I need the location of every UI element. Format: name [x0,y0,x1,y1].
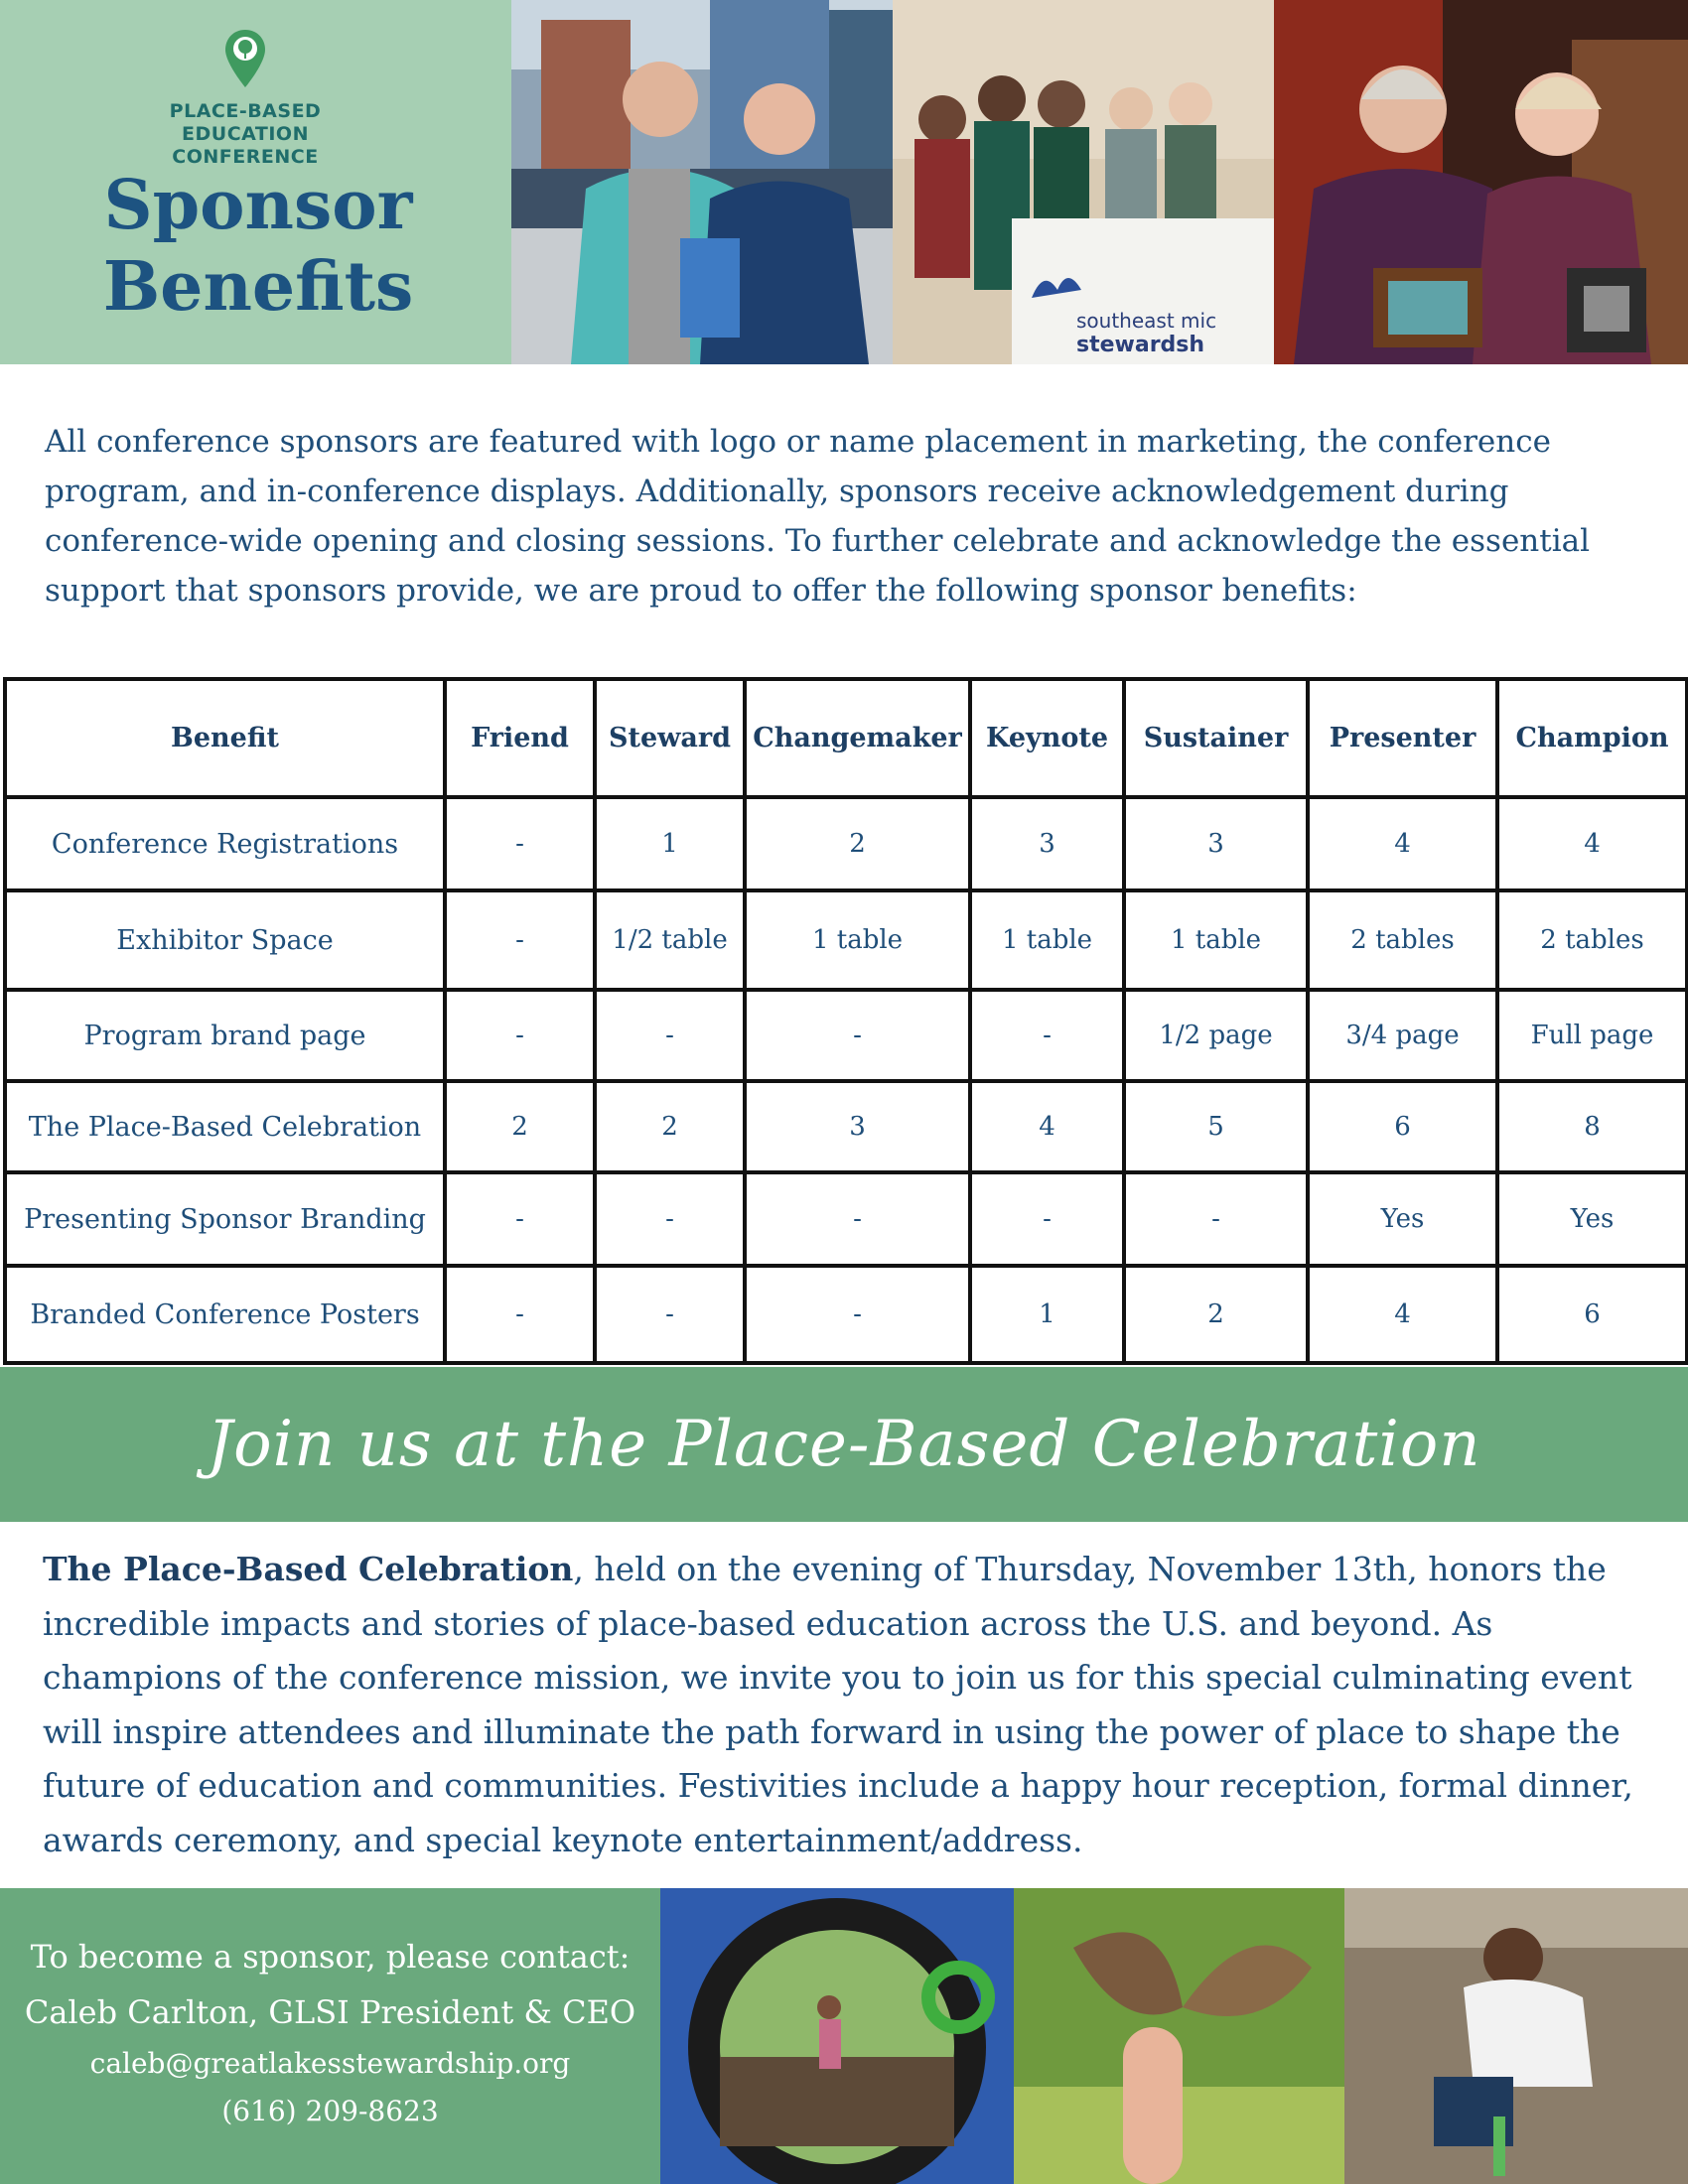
table-cell: 1 table [745,890,970,990]
contact-name: Caleb Carlton, GLSI President & CEO [24,1993,636,2031]
column-header: Presenter [1308,679,1497,797]
table-cell: - [970,1172,1124,1266]
table-cell: - [445,1266,595,1363]
sponsor-benefits-table [3,677,1688,1365]
title-line: Benefits [102,247,414,327]
table-row [5,890,1687,990]
table-cell: - [595,1266,745,1363]
contact-phone[interactable]: (616) 209-8623 [221,2095,439,2127]
table-cell: - [445,1172,595,1266]
photo-exhibitor-table-group [893,0,1274,364]
contact-lead: To become a sponsor, please contact: [30,1938,631,1976]
table-cell: 2 tables [1497,890,1687,990]
table-row [5,797,1687,890]
table-cell: Full page [1497,990,1687,1081]
table-row [5,990,1687,1081]
benefit-name-cell: Branded Conference Posters [5,1266,445,1363]
table-cell: - [595,990,745,1081]
logo-line: EDUCATION [182,123,309,145]
celebration-paragraph [43,1543,1651,1867]
table-cell: 4 [1308,797,1497,890]
map-pin-tree-icon [222,28,268,91]
table-cell: 1 table [1124,890,1308,990]
table-cell: - [445,797,595,890]
table-header-row [5,679,1687,797]
photo-award-recipients [1274,0,1688,364]
table-cell: - [445,990,595,1081]
column-header: Champion [1497,679,1687,797]
photo-garden-through-tire [660,1888,1014,2184]
table-cell: 3 [745,1081,970,1172]
photo-banner-line: stewardsh [1076,333,1205,357]
table-cell: 1 [970,1266,1124,1363]
celebration-banner: Join us at the Place-Based Celebration [0,1367,1688,1522]
table-cell: Yes [1497,1172,1687,1266]
benefit-name-cell: Exhibitor Space [5,890,445,990]
logo-line: PLACE-BASED [169,100,322,122]
table-cell: - [745,1172,970,1266]
column-header: Sustainer [1124,679,1308,797]
page-title [60,165,457,328]
table-cell: Yes [1308,1172,1497,1266]
table-row [5,1266,1687,1363]
table-cell: 1 [595,797,745,890]
title-line: Sponsor [103,166,413,245]
celebration-body: , held on the evening of Thursday, November 13th, honors the incredible impacts and stories of place-based education across the U.S. and beyond. As champions of the conference mission, we invite you to join us for this special culminating event will inspire attendees and illuminate the path forward in using the power of place to shape the future of education and communities. Festivities include a happy hour reception, formal dinner, awards ceremony, and special keynote entertainment/address. [43,1550,1633,1859]
table-cell: 4 [1308,1266,1497,1363]
table-cell: 1/2 table [595,890,745,990]
column-header: Changemaker [745,679,970,797]
brand-panel [0,0,511,364]
benefit-name-cell: Presenting Sponsor Branding [5,1172,445,1266]
table-cell: 3/4 page [1308,990,1497,1081]
intro-paragraph: All conference sponsors are featured with logo or name placement in marketing, the conference program, and in-conference displays. Additionally, sponsors receive acknowledgement during conference-wide opening and closing sessions. To further celebrate and acknowledge the essential support that sponsors provide, we are proud to offer the following sponsor benefits: [45,424,1591,609]
contact-panel [0,1888,660,2184]
photo-butterfly-on-finger [1014,1888,1344,2184]
table-cell: - [1124,1172,1308,1266]
column-header: Friend [445,679,595,797]
table-cell: - [445,890,595,990]
table-cell: 2 [595,1081,745,1172]
column-header: Keynote [970,679,1124,797]
column-header: Benefit [5,679,445,797]
table-cell: 3 [1124,797,1308,890]
table-cell: 6 [1308,1081,1497,1172]
table-cell: 6 [1497,1266,1687,1363]
table-row [5,1172,1687,1266]
table-cell: 3 [970,797,1124,890]
logo-line: CONFERENCE [172,146,319,168]
photo-attendees-riverside [511,0,893,364]
table-cell: - [745,990,970,1081]
table-row [5,1081,1687,1172]
benefit-name-cell: The Place-Based Celebration [5,1081,445,1172]
footer [0,1888,1688,2184]
table-cell: 5 [1124,1081,1308,1172]
table-cell: 2 tables [1308,890,1497,990]
table-cell: 4 [1497,797,1687,890]
table-cell: 1 table [970,890,1124,990]
benefit-name-cell: Program brand page [5,990,445,1081]
table-cell: 1/2 page [1124,990,1308,1081]
celebration-lead: The Place-Based Celebration [43,1550,574,1588]
photo-banner-line: southeast mic [1076,309,1217,333]
table-cell: 8 [1497,1081,1687,1172]
table-cell: - [595,1172,745,1266]
table-cell: 2 [445,1081,595,1172]
benefit-name-cell: Conference Registrations [5,797,445,890]
header [0,0,1688,364]
column-header: Steward [595,679,745,797]
table-cell: - [970,990,1124,1081]
table-cell: 4 [970,1081,1124,1172]
contact-email-link[interactable]: caleb@greatlakesstewardship.org [89,2047,571,2080]
photo-child-planting [1344,1888,1688,2184]
table-cell: 2 [745,797,970,890]
table-cell: - [745,1266,970,1363]
conference-logo-text [0,100,491,169]
table-cell: 2 [1124,1266,1308,1363]
